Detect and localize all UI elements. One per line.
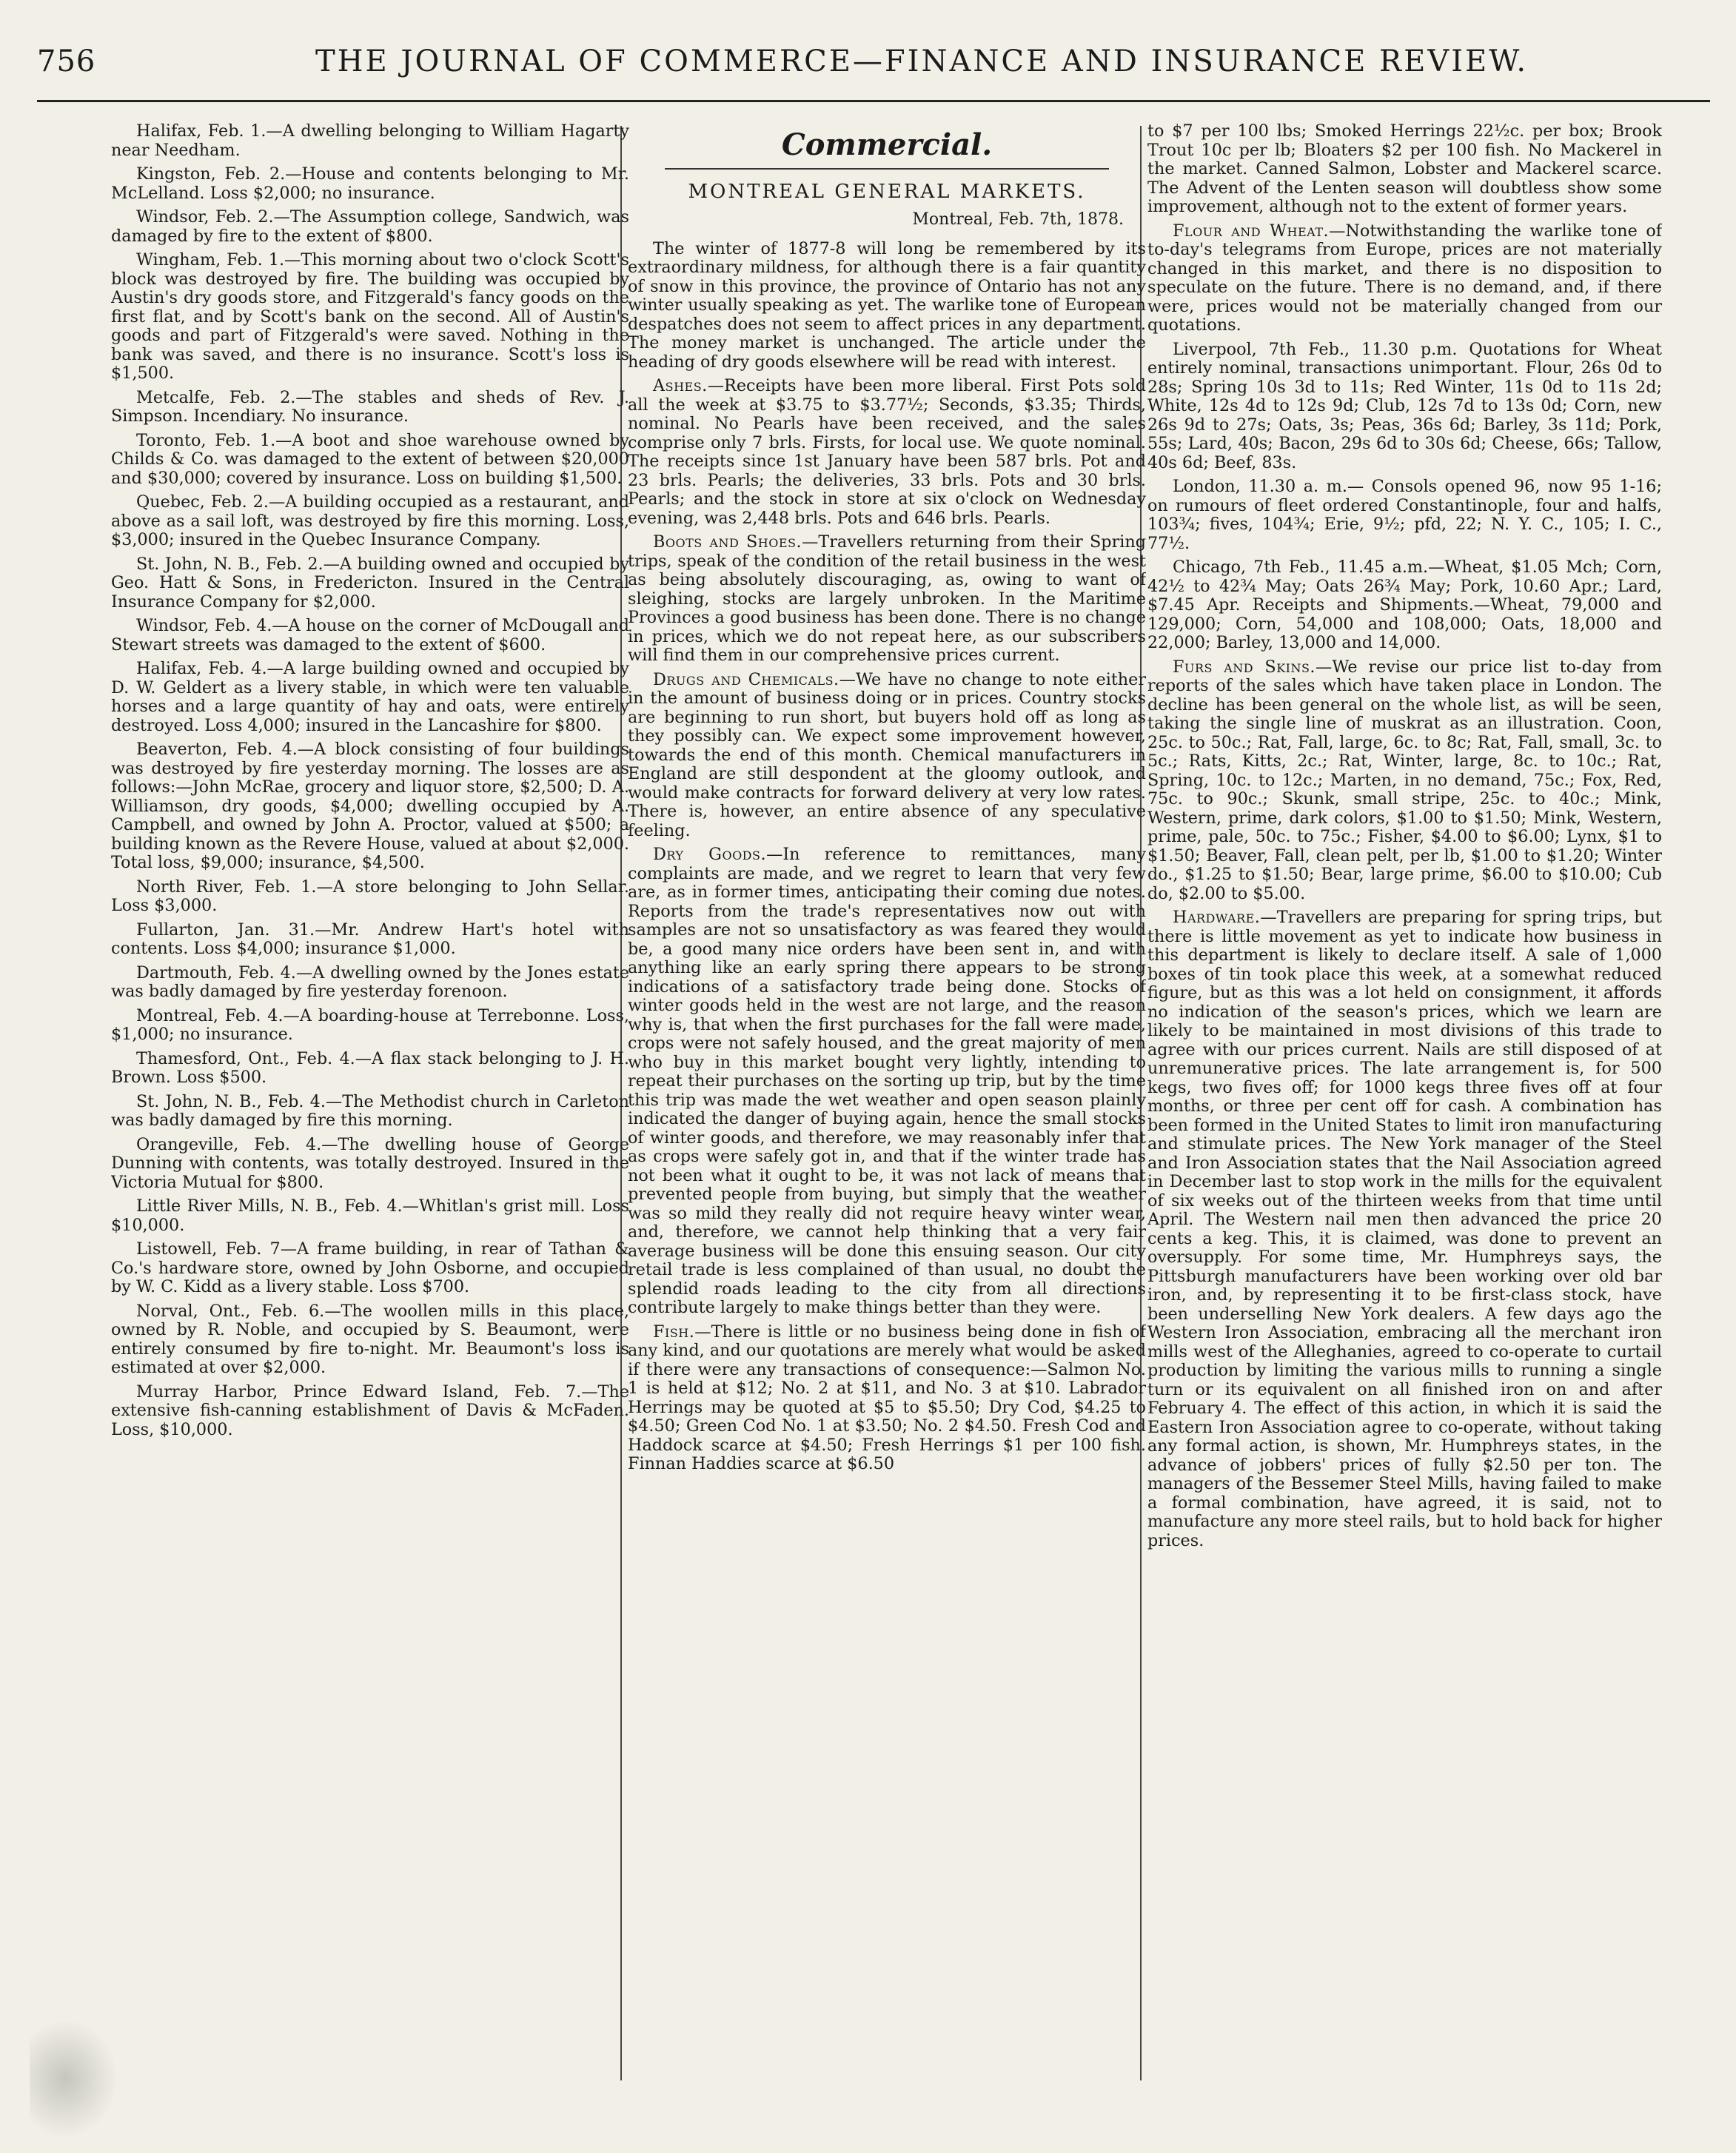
london-quotations: London, 11.30 a. m.— Consols opened 96, now 95 1-16; on rumours of fleet ordered Constantinople, four and halfs, 103¾; fives, 104¾; Erie, 9½; pfd, 22; N. Y. C., 105; I. C., 77½. [1147, 477, 1662, 553]
fire-report: Montreal, Feb. 4.—A boarding-house at Terrebonne. Loss, $1,000; no insurance. [111, 1005, 629, 1044]
market-item-body: —Travellers are preparing for spring trips, but there is little movement as yet to indicate how business in this department is likely to declare itself. A sale of 1,000 boxes of tin took place this week, at a somewhat reduced figure, but as this was a lot held on consignment, it affords no indication of the season's prices, which we learn are likely to be maintained in most divisions of this trade to agree with our prices current. Nails are still disposed of at unremunerative prices. The late arrangement is, for 500 kegs, two fives off; for 1000 kegs three fives off at four months, or three per cent off for cash. A combination has been formed in the United States to limit iron manufacturing and stimulate prices. The New York manager of the Steel and Iron Association states that the Nail Association agreed in December last to stop work in the mills for the equivalent of six weeks out of the thirteen weeks from that time until April. The Western nail men then advanced the price 20 cents a keg. This, it is claimed, was done to prevent an oversupply. For some time, Mr. Humphreys says, the Pittsburgh manufacturers have been working over old bar iron, and, by representing it to be first-class stock, have been underselling New York dealers. A few days ago the Western Iron Association, embracing all the merchant iron mills west of the Alleghanies, agreed to co-operate to curtail production by limiting the various mills to running a single turn or its equivalent on all finished iron on and after February 4. The effect of this action, in which it is said the Eastern Iron Association agree to co-operate, without taking any formal action, is shown, Mr. Humphreys states, in the advance of jobbers' prices of fully $2.50 per ton. The managers of the Bessemer Steel Mills, having failed to make a formal combination, have agreed, it is said, not to manufacture any more steel rails, but to hold back for higher prices. [1147, 908, 1662, 1550]
dateline: Montreal, Feb. 7th, 1878. [912, 210, 1124, 229]
chicago-quotations: Chicago, 7th Feb., 11.45 a.m.—Wheat, $1.05 Mch; Corn, 42½ to 42¾ May; Oats 26¾ May; Pork, 10.60 Apr.; Lard, $7.45 Apr. Receipts and Shipments.—Wheat, 79,000 and 129,000; Corn, 54,000 and 108,000; Oats, 18,000 and 22,000; Barley, 13,000 and 14,000. [1147, 557, 1662, 652]
market-item-body: —We revise our price list to-day from reports of the sales which have taken place in London. The decline has been general on the whole list, as will be seen, taking the single line of muskrat as an illustration. Coon, 25c. to 50c.; Rat, Fall, large, 6c. to 8c; Rat, Fall, small, 3c. to 5c.; Rats, Kitts, 2c.; Rat, Winter, large, 8c. to 10c.; Rat, Spring, 10c. to 12c.; Marten, in no demand, 75c.; Fox, Red, 75c. to 90c.; Skunk, small stripe, 25c. to 40c.; Mink, Western, prime, dark colors, $1.00 to $1.50; Mink, Western, prime, pale, 50c. to 75c.; Fisher, $4.00 to $6.00; Lynx, $1 to $1.50; Beaver, Fall, clean pelt, per lb, $1.00 to $1.20; Winter do., $1.25 to $1.50; Bear, large prime, $6.00 to $10.00; Cub do, $2.00 to $5.00. [1147, 657, 1662, 903]
fire-report: Quebec, Feb. 2.—A building occupied as a restaurant, and above as a sail loft, was destroyed by fire this morning. Loss, $3,000; insured in the Quebec Insurance Company. [111, 492, 629, 549]
market-item-heading: Dry Goods. [653, 845, 767, 864]
market-item-body: —Notwithstanding the warlike tone of to-day's telegrams from Europe, prices are not materially changed in this market, and there is no disposition to speculate on the future. There is no demand, and, if there were, prices would not be materially changed from our quotations. [1147, 221, 1662, 335]
market-item [628, 846, 1146, 1318]
running-title: THE JOURNAL OF COMMERCE—FINANCE AND INSURANCE REVIEW. [315, 44, 1529, 78]
market-item-body: —We have no change to note either in the amount of business doing or in prices. Country stocks are beginning to run short, but buyers hold off as long as they possibly can. We expect some improvement however, towards the end of this month. Chemical manufacturers in England are still despondent at the gloomy outlook, and would make contracts for forward delivery at very low rates. There is, however, an entire absence of any speculative feeling. [628, 669, 1146, 840]
market-item-heading: Furs and Skins. [1173, 657, 1316, 677]
fire-report: Kingston, Feb. 2.—House and contents belonging to Mr. McLelland. Loss $2,000; no insurance. [111, 164, 629, 203]
fire-report: Halifax, Feb. 1.—A dwelling belonging to William Hagarty near Needham. [111, 122, 629, 160]
section-heading: Commercial. [781, 127, 993, 162]
fire-report: Toronto, Feb. 1.—A boot and shoe warehouse owned by Childs & Co. was damaged to the extent of between $20,000 and $30,000; covered by insurance. Loss on building $1,500. [111, 430, 629, 488]
market-item [628, 671, 1146, 841]
fire-report: Beaverton, Feb. 4.—A block consisting of four buildings was destroyed by fire yesterday morning. The losses are as follows:—John McRae, grocery and liquor store, $2,500; D. A. Williamson, dry goods, $4,000; dwelling occupied by A. Campbell, and owned by John A. Proctor, valued at $500; a building known as the Revere House, valued at about $2,000. Total loss, $9,000; insurance, $4,500. [111, 740, 629, 872]
market-item-heading: Flour and Wheat. [1173, 221, 1330, 241]
fire-report: Halifax, Feb. 4.—A large building owned and occupied by D. W. Geldert as a livery stable, in which were ten valuable horses and a large quantity of hay and oats, were entirely destroyed. Loss 4,000; insured in the Lancashire for $800. [111, 659, 629, 735]
market-item-body: —There is little or no business being done in fish of any kind, and our quotations are merely what would be asked if there were any transactions of consequence:—Salmon No. 1 is held at $12; No. 2 at $11, and No. 3 at $10. Labrador Herrings may be quoted at $5 to $5.50; Dry Cod, $4.25 to $4.50; Green Cod No. 1 at $3.50; No. 2 $4.50. Fresh Cod and Haddock scarce at $4.50; Fresh Herrings $1 per 100 fish. Finnan Haddies scarce at $6.50 [628, 1322, 1146, 1473]
fire-report: Murray Harbor, Prince Edward Island, Feb. 7.—The extensive fish-canning establishment of Davis & McFaden. Loss, $10,000. [111, 1382, 629, 1439]
market-item [1147, 658, 1662, 904]
market-item [1147, 222, 1662, 335]
fire-report: Little River Mills, N. B., Feb. 4.—Whitlan's grist mill. Loss $10,000. [111, 1196, 629, 1235]
page-number: 756 [37, 44, 96, 78]
fire-report: St. John, N. B., Feb. 2.—A building owned and occupied by Geo. Hatt & Sons, in Fredericton. Insured in the Central Insurance Company for $2,000. [111, 554, 629, 612]
market-item-body: —Travellers returning from their Spring trips, speak of the condition of the retail business in the west as being absolutely discouraging, as, owing to want of sleighing, stocks are largely unbroken. In the Maritime Provinces a good business has been done. There is no change in prices, which we do not repeat here, as our subscribers will find them in our comprehensive prices current. [628, 532, 1146, 665]
header-rule [37, 100, 1710, 102]
paper-stain [30, 2020, 118, 2138]
market-item-heading: Hardware. [1173, 908, 1261, 927]
market-item [1147, 908, 1662, 1550]
fish-continued: to $7 per 100 lbs; Smoked Herrings 22½c. per box; Brook Trout 10c per lb; Bloaters $2 per 100 fish. No Mackerel in the market. Canned Salmon, Lobster and Mackerel scarce. The Advent of the Lenten season will doubtless show some improvement, although not to the extent of former years. [1147, 122, 1662, 216]
market-item-body: —Receipts have been more liberal. First Pots sold all the week at $3.75 to $3.77½; Seconds, $3.35; Thirds, nominal. No Pearls have been received, and the sales comprise only 7 brls. Firsts, for local use. We quote nominal. The receipts since 1st January have been 587 brls. Pot and 23 brls. Pearls; the deliveries, 33 brls. Pots and 30 brls. Pearls; and the stock in store at six o'clock on Wednesday evening, was 2,448 brls. Pots and 646 brls. Pearls. [628, 376, 1146, 528]
market-item-heading: Fish. [653, 1322, 695, 1342]
market-item-heading: Boots and Shoes. [653, 532, 802, 552]
fire-report: Metcalfe, Feb. 2.—The stables and sheds of Rev. J. Simpson. Incendiary. No insurance. [111, 387, 629, 426]
fire-report: Wingham, Feb. 1.—This morning about two o'clock Scott's block was destroyed by fire. The building was occupied by Austin's dry goods store, and Fitzgerald's fancy goods on the first flat, and by Scott's bank on the second. All of Austin's goods and part of Fitzgerald's were saved. Nothing in the bank was saved, and there is no insurance. Scott's loss is $1,500. [111, 250, 629, 383]
market-item-heading: Ashes. [653, 376, 708, 395]
fire-report: Windsor, Feb. 4.—A house on the corner of McDougall and Stewart streets was damaged to the extent of $600. [111, 616, 629, 654]
fire-report: Windsor, Feb. 2.—The Assumption college, Sandwich, was damaged by fire to the extent of $800. [111, 207, 629, 246]
market-item-body: —In reference to remittances, many complaints are made, and we regret to learn that very few are, as in former times, anticipating their coming due notes. Reports from the trade's representatives now out with samples are not so unsatisfactory as was feared they would be, a good many nice orders have been sent in, and with anything like an early spring there appears to be strong indications of a satisfactory trade being done. Stocks of winter goods held in the west are not large, and the reason why is, that when the first purchases for the fall were made, crops were not safely housed, and the great majority of men who buy in this market bought very lightly, intending to repeat their purchases on the sorting up trip, but by the time this trip was made the wet weather and open season plainly indicated the danger of buying again, hence the small stocks of winter goods, and therefore, we may reasonably infer that as crops were safely got in, and that if the winter trade has not been what it ought to be, it was not lack of means that prevented people from buying, but simply that the weather was so mild they really did not require heavy winter wear, and, therefore, we cannot help thinking that a very fair average business will be done this ensuing season. Our city retail trade is less complained of than usual, no doubt the splendid roads leading to the city from all directions contribute largely to make things better than they were. [628, 845, 1146, 1317]
column-markets-continued [1147, 122, 1662, 2099]
fire-report: Orangeville, Feb. 4.—The dwelling house of George Dunning with contents, was totally destroyed. Insured in the Victoria Mutual for $800. [111, 1134, 629, 1192]
fire-report: North River, Feb. 1.—A store belonging to John Sellar. Loss $3,000. [111, 877, 629, 915]
markets-subheading: MONTREAL GENERAL MARKETS. [688, 180, 1086, 203]
fire-report: St. John, N. B., Feb. 4.—The Methodist church in Carleton was badly damaged by fire this morning. [111, 1091, 629, 1130]
fire-report: Norval, Ont., Feb. 6.—The woollen mills in this place, owned by R. Noble, and occupied by S. Beaumont, were entirely consumed by fire to-night. Mr. Beaumont's loss is estimated at over $2,000. [111, 1301, 629, 1377]
fire-report: Thamesford, Ont., Feb. 4.—A flax stack belonging to J. H. Brown. Loss $500. [111, 1048, 629, 1087]
market-item [628, 1323, 1146, 1474]
page-header [37, 44, 1710, 96]
fire-report: Fullarton, Jan. 31.—Mr. Andrew Hart's hotel with contents. Loss $4,000; insurance $1,000. [111, 920, 629, 958]
column-commercial [628, 122, 1146, 2099]
liverpool-quotations: Liverpool, 7th Feb., 11.30 p.m. Quotations for Wheat entirely nominal, transactions unimportant. Flour, 26s 0d to 28s; Spring 10s 3d to 11s; Red Winter, 11s 0d to 11s 2d; White, 12s 4d to 12s 9d; Club, 12s 7d to 13s 0d; Corn, new 26s 9d to 27s; Oats, 3s; Peas, 36s 6d; Barley, 3s 11d; Pork, 55s; Lard, 40s; Bacon, 29s 6d to 30s 6d; Cheese, 66s; Tallow, 40s 6d; Beef, 83s. [1147, 339, 1662, 472]
section-rule [665, 168, 1109, 170]
fire-report: Listowell, Feb. 7—A frame building, in rear of Tathan & Co.'s hardware store, owned by John Osborne, and occupied by W. C. Kidd as a livery stable. Loss $700. [111, 1239, 629, 1296]
intro-paragraph: The winter of 1877-8 will long be remembered by its extraordinary mildness, for although there is a fair quantity of snow in this province, the province of Ontario has not any winter usually speaking as yet. The warlike tone of European despatches does not seem to affect prices in any department. The money market is unchanged. The article under the heading of dry goods elsewhere will be read with interest. [628, 238, 1146, 372]
market-item [628, 533, 1146, 666]
column-fire-reports [111, 122, 629, 2099]
market-item [628, 377, 1146, 528]
market-item-heading: Drugs and Chemicals. [653, 669, 839, 689]
fire-report: Dartmouth, Feb. 4.—A dwelling owned by the Jones estate was badly damaged by fire yesterday forenoon. [111, 962, 629, 1001]
